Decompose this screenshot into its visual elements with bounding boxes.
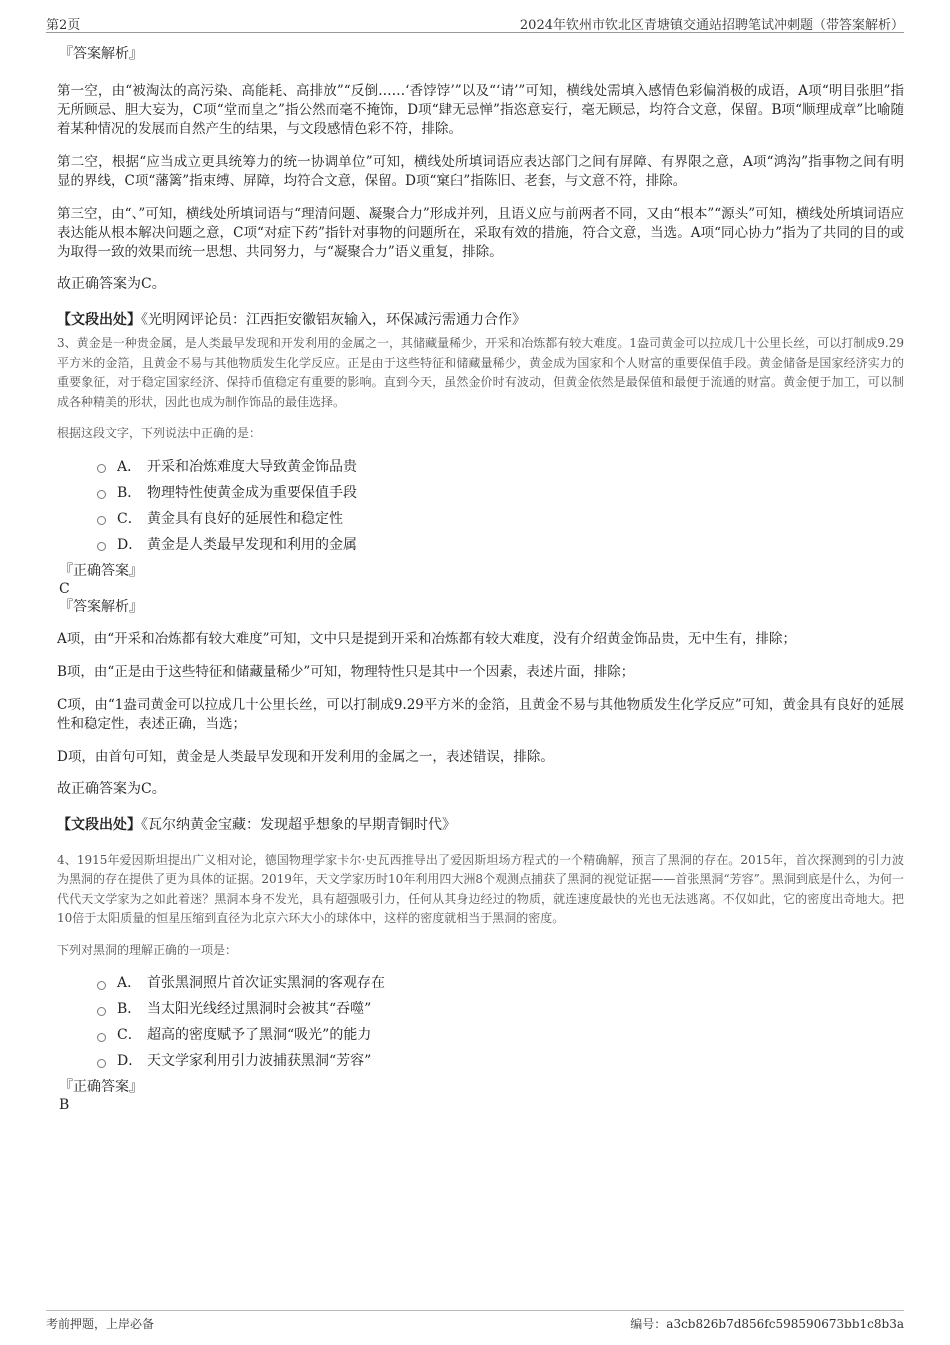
question-4-passage: 4、1915年爱因斯坦提出广义相对论，德国物理学家卡尔·史瓦西推导出了爱因斯坦场方程式的一个精确解，预言了黑洞的存在。2015年，首次探测到的引力波为黑洞的存在提供了更为具体的证据。2019年，天文学家历时10年利用四大洲8个观测点捕获了黑洞的视觉证据——首张黑洞“芳容”。黑洞到底是什么，为何一代代天文学家为之如此着迷？黑洞本身不发光，具有超强吸引力，任何从其身边经过的物质，就连速度最快的光也无法逃离。不仅如此，它的密度出奇地大。把10倍于太阳质量的恒星压缩到直径为北京六环大小的球体中，这样的密度就相当于黑洞的密度。 bbox=[57, 852, 904, 925]
correct-answer-label: 『正确答案』 bbox=[59, 562, 143, 579]
page-footer bbox=[46, 1310, 904, 1333]
analysis-label: 『答案解析』 bbox=[59, 598, 143, 615]
analysis-option-d: D项，由首句可知，黄金是人类最早发现和开发利用的金属之一，表述错误，排除。 bbox=[57, 748, 554, 765]
analysis-option-c: C项，由“1盎司黄金可以拉成几十公里长丝，可以打制成9.29平方米的金箔，且黄金不易与其他物质发生化学反应”可知，黄金具有良好的延展性和稳定性，表述正确，当选； bbox=[57, 696, 904, 732]
analysis-label: 『答案解析』 bbox=[59, 46, 143, 62]
radio-icon[interactable] bbox=[97, 464, 106, 473]
correct-answer-label: 『正确答案』 bbox=[59, 1079, 143, 1095]
question-3-stem: 根据这段文字，下列说法中正确的是： bbox=[57, 426, 262, 440]
code-value: a3cb826b7d856fc598590673bb1c8b3a bbox=[666, 1317, 904, 1331]
radio-icon[interactable] bbox=[97, 981, 106, 990]
correct-answer: B bbox=[59, 1097, 70, 1113]
analysis-paragraph-2: 第二空，根据“应当成立更具统筹力的统一协调单位”可知，横线处所填词语应表达部门之间有屏障、有界限之意，A项“鸿沟”指事物之间有明显的界线，C项“藩篱”指束缚、屏障，均符合文意，保留。D项“窠臼”指陈旧、老套，与文意不符，排除。 bbox=[57, 154, 904, 189]
source-title: 《光明网评论员：江西拒安徽铝灰输入，环保减污需通力合作》 bbox=[141, 312, 526, 328]
page-number: 第2页 bbox=[46, 18, 81, 33]
radio-icon[interactable] bbox=[97, 1007, 106, 1016]
option-c[interactable]: C． 超高的密度赋予了黑洞“吸光”的能力 bbox=[97, 1022, 904, 1048]
conclusion: 故正确答案为C。 bbox=[57, 276, 166, 292]
conclusion: 故正确答案为C。 bbox=[57, 780, 166, 797]
option-a[interactable]: A． 首张黑洞照片首次证实黑洞的客观存在 bbox=[97, 970, 904, 996]
option-b[interactable]: B． 物理特性使黄金成为重要保值手段 bbox=[97, 480, 904, 506]
footer-slogan: 考前押题，上岸必备 bbox=[46, 1317, 155, 1331]
analysis-option-a: A项，由“开采和冶炼都有较大难度”可知，文中只是提到开采和冶炼都有较大难度，没有介绍黄金饰品贵，无中生有，排除； bbox=[57, 630, 797, 647]
code-label: 编号： bbox=[630, 1317, 667, 1331]
source-line bbox=[57, 310, 904, 330]
radio-icon[interactable] bbox=[97, 516, 106, 525]
radio-icon[interactable] bbox=[97, 542, 106, 551]
question-4-stem: 下列对黑洞的理解正确的一项是： bbox=[57, 942, 238, 957]
correct-answer: C bbox=[59, 580, 70, 597]
radio-icon[interactable] bbox=[97, 1033, 106, 1042]
page-header bbox=[46, 12, 904, 33]
source-line bbox=[57, 815, 904, 835]
source-prefix: 【文段出处】 bbox=[57, 312, 141, 328]
option-c[interactable]: C． 黄金具有良好的延展性和稳定性 bbox=[97, 506, 904, 532]
option-d[interactable]: D． 黄金是人类最早发现和利用的金属 bbox=[97, 532, 904, 558]
document-code bbox=[630, 1315, 904, 1332]
option-a[interactable]: A． 开采和冶炼难度大导致黄金饰品贵 bbox=[97, 454, 904, 480]
analysis-option-b: B项，由“正是由于这些特征和储藏量稀少”可知，物理特性只是其中一个因素，表述片面，排除； bbox=[57, 663, 635, 680]
question-4-options bbox=[57, 970, 904, 1074]
analysis-paragraph-3: 第三空，由“、”可知，横线处所填词语与“理清问题、凝聚合力”形成并列，且语义应与前两者不同，又由“根本”“源头”可知，横线处所填词语应表达能从根本解决问题之意，C项“对症下药”指针对事物的问题所在，采取有效的措施，符合文意，当选。A项“同心协力”指为了共同的目的或为取得一致的效果而统一思想、共同努力，与“凝聚合力”语义重复，排除。 bbox=[57, 206, 904, 260]
document-title: 2024年钦州市钦北区青塘镇交通站招聘笔试冲刺题（带答案解析） bbox=[519, 18, 904, 33]
option-b[interactable]: B． 当太阳光线经过黑洞时会被其“吞噬” bbox=[97, 996, 904, 1022]
option-d[interactable]: D． 天文学家利用引力波捕获黑洞“芳容” bbox=[97, 1048, 904, 1074]
radio-icon[interactable] bbox=[97, 490, 106, 499]
page-content bbox=[57, 44, 904, 1114]
source-title: 《瓦尔纳黄金宝藏：发现超乎想象的早期青铜时代》 bbox=[141, 816, 456, 833]
question-3-passage: 3、黄金是一种贵金属，是人类最早发现和开发利用的金属之一，其储藏量稀少，开采和冶炼都有较大难度。1盎司黄金可以拉成几十公里长丝，可以打制成9.29平方米的金箔，且黄金不易与其他物质发生化学反应。正是由于这些特征和储藏量稀少，黄金成为国家和个人财富的重要保值手段。黄金储备是国家经济实力的重要象征，对于稳定国家经济、保持币值稳定有重要的影响。直到今天，虽然金价时有波动，但黄金依然是最保值和最便于流通的财富。黄金便于加工，可以制成各种精美的形状，因此也成为制作饰品的最佳选择。 bbox=[57, 336, 904, 409]
analysis-paragraph-1: 第一空，由“被淘汰的高污染、高能耗、高排放”“反倒……‘香饽饽’”以及“‘请’”可知，横线处需填入感情色彩偏消极的成语，A项“明目张胆”指无所顾忌、胆大妄为，C项“堂而皇之”指公然而毫不掩饰，D项“肆无忌惮”指恣意妄行，毫无顾忌，均符合文意，保留。B项“顺理成章”比喻随着某种情况的发展而自然产生的结果，与文段感情色彩不符，排除。 bbox=[57, 83, 904, 137]
question-3-options bbox=[57, 454, 904, 558]
source-prefix: 【文段出处】 bbox=[57, 816, 141, 833]
radio-icon[interactable] bbox=[97, 1059, 106, 1068]
